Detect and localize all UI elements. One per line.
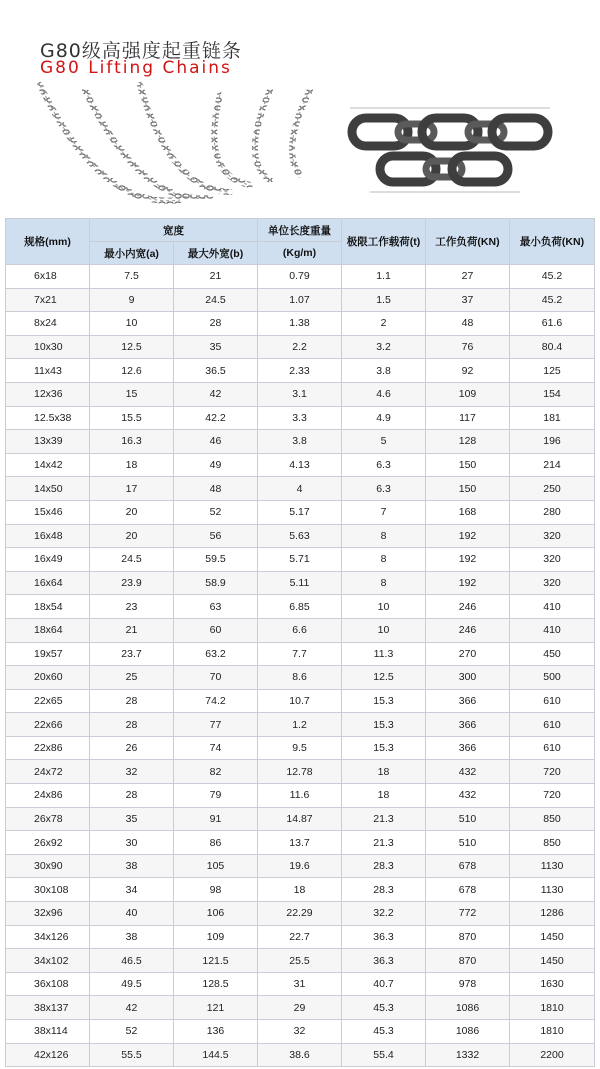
cell-weight: 1.2 xyxy=(258,713,342,737)
cell-min-inner: 55.5 xyxy=(90,1043,174,1067)
cell-limit-load: 15.3 xyxy=(342,713,426,737)
cell-min-load: 181 xyxy=(510,406,595,430)
cell-work-load: 117 xyxy=(426,406,510,430)
cell-work-load: 870 xyxy=(426,925,510,949)
cell-min-load: 1810 xyxy=(510,996,595,1020)
cell-limit-load: 10 xyxy=(342,618,426,642)
cell-min-load: 320 xyxy=(510,571,595,595)
chain-links-photo xyxy=(340,100,580,200)
cell-min-load: 125 xyxy=(510,359,595,383)
cell-weight: 32 xyxy=(258,1020,342,1044)
cell-limit-load: 6.3 xyxy=(342,477,426,501)
cell-limit-load: 15.3 xyxy=(342,689,426,713)
header-weight-unit: (Kg/m) xyxy=(258,242,342,265)
cell-max-outer: 121 xyxy=(174,996,258,1020)
cell-spec: 12x36 xyxy=(6,382,90,406)
cell-min-load: 1450 xyxy=(510,925,595,949)
cell-spec: 14x50 xyxy=(6,477,90,501)
cell-weight: 7.7 xyxy=(258,642,342,666)
cell-min-load: 1630 xyxy=(510,972,595,996)
cell-min-load: 410 xyxy=(510,595,595,619)
cell-weight: 4 xyxy=(258,477,342,501)
cell-min-load: 610 xyxy=(510,736,595,760)
cell-min-load: 1286 xyxy=(510,902,595,926)
cell-limit-load: 36.3 xyxy=(342,925,426,949)
cell-work-load: 678 xyxy=(426,878,510,902)
header-max-outer: 最大外宽(b) xyxy=(174,242,258,265)
cell-min-inner: 21 xyxy=(90,618,174,642)
cell-min-inner: 52 xyxy=(90,1020,174,1044)
cell-max-outer: 28 xyxy=(174,312,258,336)
cell-spec: 22x65 xyxy=(6,689,90,713)
cell-min-inner: 12.6 xyxy=(90,359,174,383)
cell-spec: 6x18 xyxy=(6,265,90,289)
cell-spec: 8x24 xyxy=(6,312,90,336)
cell-min-load: 154 xyxy=(510,382,595,406)
cell-weight: 9.5 xyxy=(258,736,342,760)
table-row xyxy=(6,406,595,430)
cell-min-inner: 15.5 xyxy=(90,406,174,430)
cell-min-inner: 16.3 xyxy=(90,430,174,454)
table-row xyxy=(6,666,595,690)
cell-work-load: 168 xyxy=(426,500,510,524)
cell-work-load: 978 xyxy=(426,972,510,996)
cell-work-load: 300 xyxy=(426,666,510,690)
cell-spec: 32x96 xyxy=(6,902,90,926)
cell-min-inner: 18 xyxy=(90,453,174,477)
table-row xyxy=(6,996,595,1020)
cell-min-inner: 32 xyxy=(90,760,174,784)
cell-weight: 3.8 xyxy=(258,430,342,454)
cell-min-load: 720 xyxy=(510,784,595,808)
cell-spec: 30x90 xyxy=(6,854,90,878)
cell-limit-load: 5 xyxy=(342,430,426,454)
cell-min-inner: 38 xyxy=(90,854,174,878)
cell-spec: 20x60 xyxy=(6,666,90,690)
cell-max-outer: 74 xyxy=(174,736,258,760)
cell-limit-load: 28.3 xyxy=(342,854,426,878)
cell-weight: 3.1 xyxy=(258,382,342,406)
cell-limit-load: 3.2 xyxy=(342,335,426,359)
cell-limit-load: 40.7 xyxy=(342,972,426,996)
cell-work-load: 1086 xyxy=(426,996,510,1020)
cell-min-inner: 17 xyxy=(90,477,174,501)
cell-max-outer: 59.5 xyxy=(174,548,258,572)
cell-min-load: 500 xyxy=(510,666,595,690)
header-width-group: 宽度 xyxy=(90,219,258,242)
table-row xyxy=(6,736,595,760)
cell-work-load: 678 xyxy=(426,854,510,878)
cell-weight: 5.63 xyxy=(258,524,342,548)
table-row xyxy=(6,689,595,713)
cell-min-inner: 46.5 xyxy=(90,949,174,973)
cell-max-outer: 106 xyxy=(174,902,258,926)
cell-spec: 12.5x38 xyxy=(6,406,90,430)
cell-min-load: 1450 xyxy=(510,949,595,973)
cell-weight: 5.11 xyxy=(258,571,342,595)
cell-max-outer: 136 xyxy=(174,1020,258,1044)
cell-weight: 31 xyxy=(258,972,342,996)
cell-work-load: 510 xyxy=(426,807,510,831)
cell-work-load: 92 xyxy=(426,359,510,383)
table-row xyxy=(6,949,595,973)
table-row xyxy=(6,265,595,289)
cell-weight: 6.85 xyxy=(258,595,342,619)
table-row xyxy=(6,382,595,406)
cell-spec: 19x57 xyxy=(6,642,90,666)
table-row xyxy=(6,524,595,548)
cell-min-load: 850 xyxy=(510,831,595,855)
table-row xyxy=(6,807,595,831)
cell-min-inner: 12.5 xyxy=(90,335,174,359)
cell-weight: 14.87 xyxy=(258,807,342,831)
cell-spec: 16x48 xyxy=(6,524,90,548)
cell-min-inner: 28 xyxy=(90,689,174,713)
cell-min-inner: 23 xyxy=(90,595,174,619)
cell-max-outer: 48 xyxy=(174,477,258,501)
cell-spec: 10x30 xyxy=(6,335,90,359)
cell-spec: 24x86 xyxy=(6,784,90,808)
table-body xyxy=(6,265,595,1067)
cell-work-load: 37 xyxy=(426,288,510,312)
cell-min-load: 320 xyxy=(510,548,595,572)
cell-spec: 38x114 xyxy=(6,1020,90,1044)
table-row xyxy=(6,713,595,737)
cell-min-inner: 35 xyxy=(90,807,174,831)
cell-min-load: 80.4 xyxy=(510,335,595,359)
cell-spec: 30x108 xyxy=(6,878,90,902)
cell-min-inner: 34 xyxy=(90,878,174,902)
cell-min-load: 250 xyxy=(510,477,595,501)
table-row xyxy=(6,571,595,595)
cell-work-load: 870 xyxy=(426,949,510,973)
cell-max-outer: 42.2 xyxy=(174,406,258,430)
table-row xyxy=(6,878,595,902)
cell-limit-load: 3.8 xyxy=(342,359,426,383)
cell-spec: 16x49 xyxy=(6,548,90,572)
header-limit-load: 极限工作载荷(t) xyxy=(342,219,426,265)
table-header-row xyxy=(6,219,595,242)
cell-work-load: 270 xyxy=(426,642,510,666)
cell-weight: 6.6 xyxy=(258,618,342,642)
table-row xyxy=(6,288,595,312)
cell-weight: 19.6 xyxy=(258,854,342,878)
cell-min-load: 2200 xyxy=(510,1043,595,1067)
cell-spec: 36x108 xyxy=(6,972,90,996)
cell-min-load: 410 xyxy=(510,618,595,642)
cell-max-outer: 77 xyxy=(174,713,258,737)
cell-max-outer: 63.2 xyxy=(174,642,258,666)
cell-min-load: 1810 xyxy=(510,1020,595,1044)
cell-limit-load: 36.3 xyxy=(342,949,426,973)
title-english: G80 Lifting Chains xyxy=(40,58,232,78)
cell-limit-load: 21.3 xyxy=(342,831,426,855)
table-row xyxy=(6,760,595,784)
cell-work-load: 366 xyxy=(426,689,510,713)
table-row xyxy=(6,312,595,336)
cell-min-inner: 42 xyxy=(90,996,174,1020)
cell-work-load: 109 xyxy=(426,382,510,406)
cell-min-inner: 28 xyxy=(90,713,174,737)
cell-min-load: 214 xyxy=(510,453,595,477)
cell-max-outer: 86 xyxy=(174,831,258,855)
cell-max-outer: 36.5 xyxy=(174,359,258,383)
cell-work-load: 27 xyxy=(426,265,510,289)
cell-min-load: 320 xyxy=(510,524,595,548)
cell-spec: 7x21 xyxy=(6,288,90,312)
product-banner xyxy=(0,0,600,215)
cell-min-inner: 40 xyxy=(90,902,174,926)
cell-limit-load: 18 xyxy=(342,784,426,808)
cell-spec: 26x78 xyxy=(6,807,90,831)
cell-work-load: 432 xyxy=(426,760,510,784)
cell-limit-load: 28.3 xyxy=(342,878,426,902)
cell-max-outer: 21 xyxy=(174,265,258,289)
cell-min-load: 1130 xyxy=(510,854,595,878)
cell-weight: 22.7 xyxy=(258,925,342,949)
cell-max-outer: 91 xyxy=(174,807,258,831)
cell-work-load: 772 xyxy=(426,902,510,926)
title-chinese: G80级高强度起重链条 xyxy=(40,40,242,62)
cell-min-inner: 7.5 xyxy=(90,265,174,289)
cell-max-outer: 58.9 xyxy=(174,571,258,595)
cell-min-load: 196 xyxy=(510,430,595,454)
cell-min-load: 850 xyxy=(510,807,595,831)
table-row xyxy=(6,972,595,996)
cell-min-inner: 23.7 xyxy=(90,642,174,666)
cell-work-load: 150 xyxy=(426,477,510,501)
cell-limit-load: 8 xyxy=(342,571,426,595)
cell-weight: 1.38 xyxy=(258,312,342,336)
cell-weight: 11.6 xyxy=(258,784,342,808)
cell-weight: 25.5 xyxy=(258,949,342,973)
table-row xyxy=(6,1020,595,1044)
cell-work-load: 366 xyxy=(426,736,510,760)
cell-min-inner: 30 xyxy=(90,831,174,855)
cell-spec: 34x126 xyxy=(6,925,90,949)
table-row xyxy=(6,784,595,808)
table-row xyxy=(6,548,595,572)
table-row xyxy=(6,925,595,949)
cell-min-load: 45.2 xyxy=(510,288,595,312)
cell-weight: 2.33 xyxy=(258,359,342,383)
cell-limit-load: 8 xyxy=(342,524,426,548)
cell-work-load: 192 xyxy=(426,524,510,548)
cell-limit-load: 6.3 xyxy=(342,453,426,477)
cell-min-inner: 20 xyxy=(90,500,174,524)
cell-max-outer: 82 xyxy=(174,760,258,784)
cell-work-load: 192 xyxy=(426,548,510,572)
cell-min-load: 61.6 xyxy=(510,312,595,336)
cell-work-load: 246 xyxy=(426,595,510,619)
cell-work-load: 150 xyxy=(426,453,510,477)
cell-spec: 18x64 xyxy=(6,618,90,642)
cell-min-load: 280 xyxy=(510,500,595,524)
cell-limit-load: 1.5 xyxy=(342,288,426,312)
cell-weight: 5.71 xyxy=(258,548,342,572)
cell-weight: 5.17 xyxy=(258,500,342,524)
table-row xyxy=(6,430,595,454)
cell-spec: 22x86 xyxy=(6,736,90,760)
cell-limit-load: 12.5 xyxy=(342,666,426,690)
cell-limit-load: 4.6 xyxy=(342,382,426,406)
cell-spec: 26x92 xyxy=(6,831,90,855)
cell-limit-load: 8 xyxy=(342,548,426,572)
table-row xyxy=(6,854,595,878)
cell-weight: 0.79 xyxy=(258,265,342,289)
cell-work-load: 432 xyxy=(426,784,510,808)
cell-limit-load: 4.9 xyxy=(342,406,426,430)
cell-limit-load: 15.3 xyxy=(342,736,426,760)
header-min-load: 最小负荷(KN) xyxy=(510,219,595,265)
cell-min-inner: 10 xyxy=(90,312,174,336)
cell-weight: 13.7 xyxy=(258,831,342,855)
cell-min-load: 450 xyxy=(510,642,595,666)
cell-weight: 29 xyxy=(258,996,342,1020)
cell-spec: 15x46 xyxy=(6,500,90,524)
table-row xyxy=(6,335,595,359)
cell-weight: 1.07 xyxy=(258,288,342,312)
cell-weight: 4.13 xyxy=(258,453,342,477)
header-weight: 单位长度重量 xyxy=(258,219,342,242)
cell-weight: 12.78 xyxy=(258,760,342,784)
table-row xyxy=(6,453,595,477)
cell-work-load: 246 xyxy=(426,618,510,642)
table-row xyxy=(6,642,595,666)
cell-limit-load: 10 xyxy=(342,595,426,619)
cell-weight: 3.3 xyxy=(258,406,342,430)
cell-max-outer: 35 xyxy=(174,335,258,359)
cell-spec: 38x137 xyxy=(6,996,90,1020)
cell-spec: 18x54 xyxy=(6,595,90,619)
cell-limit-load: 32.2 xyxy=(342,902,426,926)
cell-max-outer: 63 xyxy=(174,595,258,619)
cell-min-inner: 9 xyxy=(90,288,174,312)
cell-max-outer: 144.5 xyxy=(174,1043,258,1067)
cell-max-outer: 42 xyxy=(174,382,258,406)
cell-min-load: 1130 xyxy=(510,878,595,902)
cell-weight: 18 xyxy=(258,878,342,902)
cell-spec: 16x64 xyxy=(6,571,90,595)
cell-min-load: 610 xyxy=(510,689,595,713)
header-min-inner: 最小内宽(a) xyxy=(90,242,174,265)
cell-weight: 22.29 xyxy=(258,902,342,926)
cell-min-inner: 26 xyxy=(90,736,174,760)
lifting-chains-photo xyxy=(30,80,320,205)
table-row xyxy=(6,500,595,524)
cell-max-outer: 128.5 xyxy=(174,972,258,996)
cell-limit-load: 45.3 xyxy=(342,1020,426,1044)
cell-min-load: 720 xyxy=(510,760,595,784)
cell-spec: 11x43 xyxy=(6,359,90,383)
cell-max-outer: 105 xyxy=(174,854,258,878)
cell-max-outer: 56 xyxy=(174,524,258,548)
cell-max-outer: 70 xyxy=(174,666,258,690)
header-work-load: 工作负荷(KN) xyxy=(426,219,510,265)
cell-limit-load: 21.3 xyxy=(342,807,426,831)
cell-weight: 10.7 xyxy=(258,689,342,713)
cell-max-outer: 52 xyxy=(174,500,258,524)
cell-spec: 42x126 xyxy=(6,1043,90,1067)
table-row xyxy=(6,595,595,619)
cell-spec: 24x72 xyxy=(6,760,90,784)
cell-limit-load: 11.3 xyxy=(342,642,426,666)
cell-spec: 22x66 xyxy=(6,713,90,737)
cell-min-inner: 28 xyxy=(90,784,174,808)
cell-min-inner: 25 xyxy=(90,666,174,690)
table-row xyxy=(6,831,595,855)
header-spec: 规格(mm) xyxy=(6,219,90,265)
cell-limit-load: 2 xyxy=(342,312,426,336)
cell-limit-load: 18 xyxy=(342,760,426,784)
cell-limit-load: 45.3 xyxy=(342,996,426,1020)
table-row xyxy=(6,1043,595,1067)
cell-limit-load: 55.4 xyxy=(342,1043,426,1067)
cell-work-load: 128 xyxy=(426,430,510,454)
table-row xyxy=(6,618,595,642)
cell-max-outer: 79 xyxy=(174,784,258,808)
cell-work-load: 510 xyxy=(426,831,510,855)
cell-min-load: 610 xyxy=(510,713,595,737)
cell-min-inner: 24.5 xyxy=(90,548,174,572)
cell-max-outer: 98 xyxy=(174,878,258,902)
cell-max-outer: 46 xyxy=(174,430,258,454)
cell-weight: 2.2 xyxy=(258,335,342,359)
cell-max-outer: 74.2 xyxy=(174,689,258,713)
table-row xyxy=(6,902,595,926)
cell-work-load: 366 xyxy=(426,713,510,737)
cell-min-inner: 20 xyxy=(90,524,174,548)
cell-work-load: 76 xyxy=(426,335,510,359)
cell-weight: 8.6 xyxy=(258,666,342,690)
cell-min-inner: 23.9 xyxy=(90,571,174,595)
cell-spec: 14x42 xyxy=(6,453,90,477)
cell-max-outer: 121.5 xyxy=(174,949,258,973)
cell-spec: 13x39 xyxy=(6,430,90,454)
cell-work-load: 48 xyxy=(426,312,510,336)
table-row xyxy=(6,359,595,383)
cell-limit-load: 1.1 xyxy=(342,265,426,289)
cell-max-outer: 60 xyxy=(174,618,258,642)
cell-max-outer: 109 xyxy=(174,925,258,949)
cell-work-load: 1086 xyxy=(426,1020,510,1044)
chain-spec-table xyxy=(5,218,595,1067)
cell-min-load: 45.2 xyxy=(510,265,595,289)
cell-work-load: 1332 xyxy=(426,1043,510,1067)
cell-min-inner: 15 xyxy=(90,382,174,406)
cell-min-inner: 49.5 xyxy=(90,972,174,996)
table-row xyxy=(6,477,595,501)
cell-limit-load: 7 xyxy=(342,500,426,524)
cell-max-outer: 24.5 xyxy=(174,288,258,312)
cell-max-outer: 49 xyxy=(174,453,258,477)
cell-min-inner: 38 xyxy=(90,925,174,949)
cell-weight: 38.6 xyxy=(258,1043,342,1067)
cell-work-load: 192 xyxy=(426,571,510,595)
cell-spec: 34x102 xyxy=(6,949,90,973)
